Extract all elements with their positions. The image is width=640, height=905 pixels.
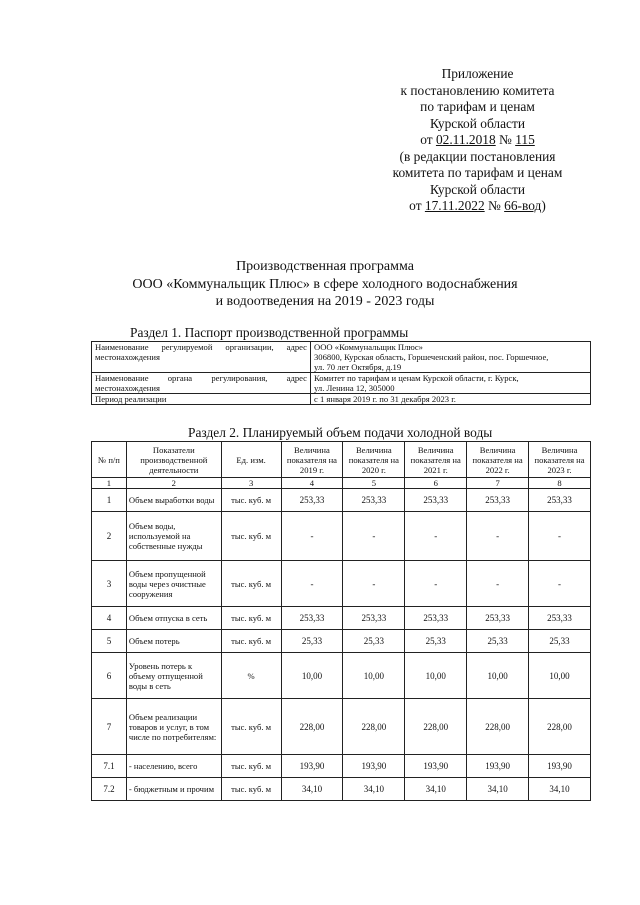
- unit-cell: тыс. куб. м: [221, 489, 281, 512]
- value-cell: 10,00: [281, 653, 343, 699]
- table-row: [92, 394, 591, 405]
- value-cell: 34,10: [529, 778, 591, 801]
- value-cell: 25,33: [529, 630, 591, 653]
- passport-value-line: Комитет по тарифам и ценам Курской области, г. Курск,: [314, 373, 519, 383]
- value-cell: -: [281, 512, 343, 561]
- value-cell: -: [405, 512, 467, 561]
- indicator-name: Объем выработки воды: [126, 489, 221, 512]
- value-cell: -: [343, 561, 405, 607]
- indicator-name: Объем пропущенной воды через очистные сооружения: [126, 561, 221, 607]
- passport-value: [311, 394, 591, 405]
- unit-cell: %: [221, 653, 281, 699]
- column-index: 5: [343, 478, 405, 489]
- revision-number: 66-вод: [504, 198, 542, 213]
- water-supply-table-body: [92, 489, 591, 801]
- document-title: [80, 258, 570, 311]
- rev-suffix: ): [541, 198, 546, 213]
- title-line: и водоотведения на 2019 - 2023 годы: [215, 294, 435, 309]
- table-row: [92, 489, 591, 512]
- header-2021: Величина показателя на 2021 г.: [405, 442, 467, 478]
- value-cell: 193,90: [405, 755, 467, 778]
- header-indicator: Показатели производственной деятельности: [126, 442, 221, 478]
- row-number: 6: [92, 653, 127, 699]
- unit-cell: тыс. куб. м: [221, 755, 281, 778]
- appendix-line: Курской области: [429, 181, 526, 197]
- passport-value: [311, 342, 591, 373]
- value-cell: 10,00: [405, 653, 467, 699]
- indicator-name: Объем потерь: [126, 630, 221, 653]
- column-index-row: [92, 478, 591, 489]
- value-cell: 25,33: [281, 630, 343, 653]
- value-cell: -: [281, 561, 343, 607]
- title-line: Производственная программа: [236, 259, 414, 274]
- unit-cell: тыс. куб. м: [221, 778, 281, 801]
- value-cell: -: [343, 512, 405, 561]
- appendix-line: комитета по тарифам и ценам: [392, 165, 563, 180]
- row-number: 7: [92, 699, 127, 755]
- appendix-line: по тарифам и ценам: [420, 99, 535, 114]
- passport-label: Период реализации: [92, 394, 311, 405]
- value-cell: 10,00: [467, 653, 529, 699]
- appendix-line: (в редакции постановления: [399, 148, 556, 164]
- table-row: [92, 342, 591, 373]
- value-cell: 34,10: [343, 778, 405, 801]
- date-prefix: от: [420, 132, 436, 147]
- passport-value: [311, 373, 591, 394]
- row-number: 2: [92, 512, 127, 561]
- unit-cell: тыс. куб. м: [221, 512, 281, 561]
- value-cell: 228,00: [467, 699, 529, 755]
- passport-label: [92, 342, 311, 373]
- value-cell: -: [529, 512, 591, 561]
- value-cell: -: [405, 561, 467, 607]
- appendix-line: к постановлению комитета: [400, 82, 555, 98]
- indicator-name: - бюджетным и прочим: [126, 778, 221, 801]
- header-num: № п/п: [92, 442, 127, 478]
- number-prefix: №: [495, 132, 516, 147]
- value-cell: 228,00: [529, 699, 591, 755]
- header-2020: Величина показателя на 2020 г.: [343, 442, 405, 478]
- passport-value-line: с 1 января 2019 г. по 31 декабря 2023 г.: [314, 394, 456, 404]
- value-cell: -: [467, 512, 529, 561]
- value-cell: 228,00: [405, 699, 467, 755]
- value-cell: 253,33: [343, 607, 405, 630]
- title-line: ООО «Коммунальщик Плюс» в сфере холодного водоснабжения: [132, 276, 518, 292]
- header-unit: Ед. изм.: [221, 442, 281, 478]
- table-row: [92, 512, 591, 561]
- value-cell: 193,90: [281, 755, 343, 778]
- value-cell: 253,33: [467, 489, 529, 512]
- passport-value-line: ул. 70 лет Октября, д.19: [314, 362, 402, 372]
- section2-heading: Раздел 2. Планируемый объем подачи холодной воды: [188, 425, 493, 440]
- appendix-line: Курской области: [429, 115, 526, 131]
- unit-cell: тыс. куб. м: [221, 607, 281, 630]
- table-row: [92, 561, 591, 607]
- value-cell: -: [529, 561, 591, 607]
- table-row: [92, 630, 591, 653]
- header-2023: Величина показателя на 2023 г.: [529, 442, 591, 478]
- indicator-name: Объем отпуска в сеть: [126, 607, 221, 630]
- table-row: [92, 778, 591, 801]
- table-row: [92, 699, 591, 755]
- row-number: 4: [92, 607, 127, 630]
- column-index: 8: [529, 478, 591, 489]
- revision-date: 17.11.2022: [424, 198, 485, 213]
- value-cell: 253,33: [281, 489, 343, 512]
- column-index: 4: [281, 478, 343, 489]
- table-row: [92, 755, 591, 778]
- value-cell: 34,10: [405, 778, 467, 801]
- column-index: 6: [405, 478, 467, 489]
- value-cell: 228,00: [281, 699, 343, 755]
- row-number: 7.2: [92, 778, 127, 801]
- appendix-line: Приложение: [441, 66, 514, 81]
- value-cell: 253,33: [405, 607, 467, 630]
- header-2022: Величина показателя на 2022 г.: [467, 442, 529, 478]
- passport-value-line: ООО «Коммунальщик Плюс»: [314, 342, 423, 352]
- table-row: [92, 653, 591, 699]
- rev-number-prefix: №: [484, 198, 505, 213]
- value-cell: 25,33: [405, 630, 467, 653]
- unit-cell: тыс. куб. м: [221, 561, 281, 607]
- column-index: 2: [126, 478, 221, 489]
- water-supply-table: [91, 441, 591, 801]
- section1-heading: Раздел 1. Паспорт производственной программы: [130, 325, 409, 340]
- value-cell: 34,10: [281, 778, 343, 801]
- column-index: 1: [92, 478, 127, 489]
- passport-value-line: 306800, Курская область, Горшеченский район, пос. Горшечное,: [314, 352, 549, 362]
- value-cell: 193,90: [467, 755, 529, 778]
- row-number: 3: [92, 561, 127, 607]
- passport-table: [91, 341, 591, 405]
- header-2019: Величина показателя на 2019 г.: [281, 442, 343, 478]
- value-cell: 34,10: [467, 778, 529, 801]
- passport-value-line: ул. Ленина 12, 305000: [314, 383, 395, 393]
- indicator-name: Уровень потерь к объему отпущенной воды в сеть: [126, 653, 221, 699]
- unit-cell: тыс. куб. м: [221, 699, 281, 755]
- value-cell: 253,33: [343, 489, 405, 512]
- value-cell: 25,33: [467, 630, 529, 653]
- resolution-number: 115: [515, 132, 535, 147]
- value-cell: 253,33: [529, 607, 591, 630]
- table-row: [92, 373, 591, 394]
- column-index: 3: [221, 478, 281, 489]
- value-cell: 10,00: [529, 653, 591, 699]
- value-cell: 253,33: [529, 489, 591, 512]
- value-cell: -: [467, 561, 529, 607]
- value-cell: 228,00: [343, 699, 405, 755]
- appendix-block: [370, 66, 585, 215]
- indicator-name: - населению, всего: [126, 755, 221, 778]
- table-row: [92, 607, 591, 630]
- value-cell: 253,33: [281, 607, 343, 630]
- value-cell: 25,33: [343, 630, 405, 653]
- passport-label: [92, 373, 311, 394]
- value-cell: 10,00: [343, 653, 405, 699]
- row-number: 5: [92, 630, 127, 653]
- indicator-name: Объем воды, используемой на собственные нужды: [126, 512, 221, 561]
- value-cell: 253,33: [405, 489, 467, 512]
- unit-cell: тыс. куб. м: [221, 630, 281, 653]
- indicator-name: Объем реализации товаров и услуг, в том числе по потребителям:: [126, 699, 221, 755]
- rev-date-prefix: от: [409, 198, 425, 213]
- appendix-date-line: [370, 132, 585, 149]
- passport-label-text: Наименование регулируемой организации, адрес местонахождения: [95, 342, 307, 362]
- row-number: 7.1: [92, 755, 127, 778]
- appendix-revision-line: [370, 198, 585, 215]
- passport-label-text: Наименование органа регулирования, адрес местонахождения: [95, 373, 307, 393]
- table-header-row: [92, 442, 591, 478]
- value-cell: 193,90: [343, 755, 405, 778]
- value-cell: 193,90: [529, 755, 591, 778]
- value-cell: 253,33: [467, 607, 529, 630]
- resolution-date: 02.11.2018: [435, 132, 496, 147]
- row-number: 1: [92, 489, 127, 512]
- column-index: 7: [467, 478, 529, 489]
